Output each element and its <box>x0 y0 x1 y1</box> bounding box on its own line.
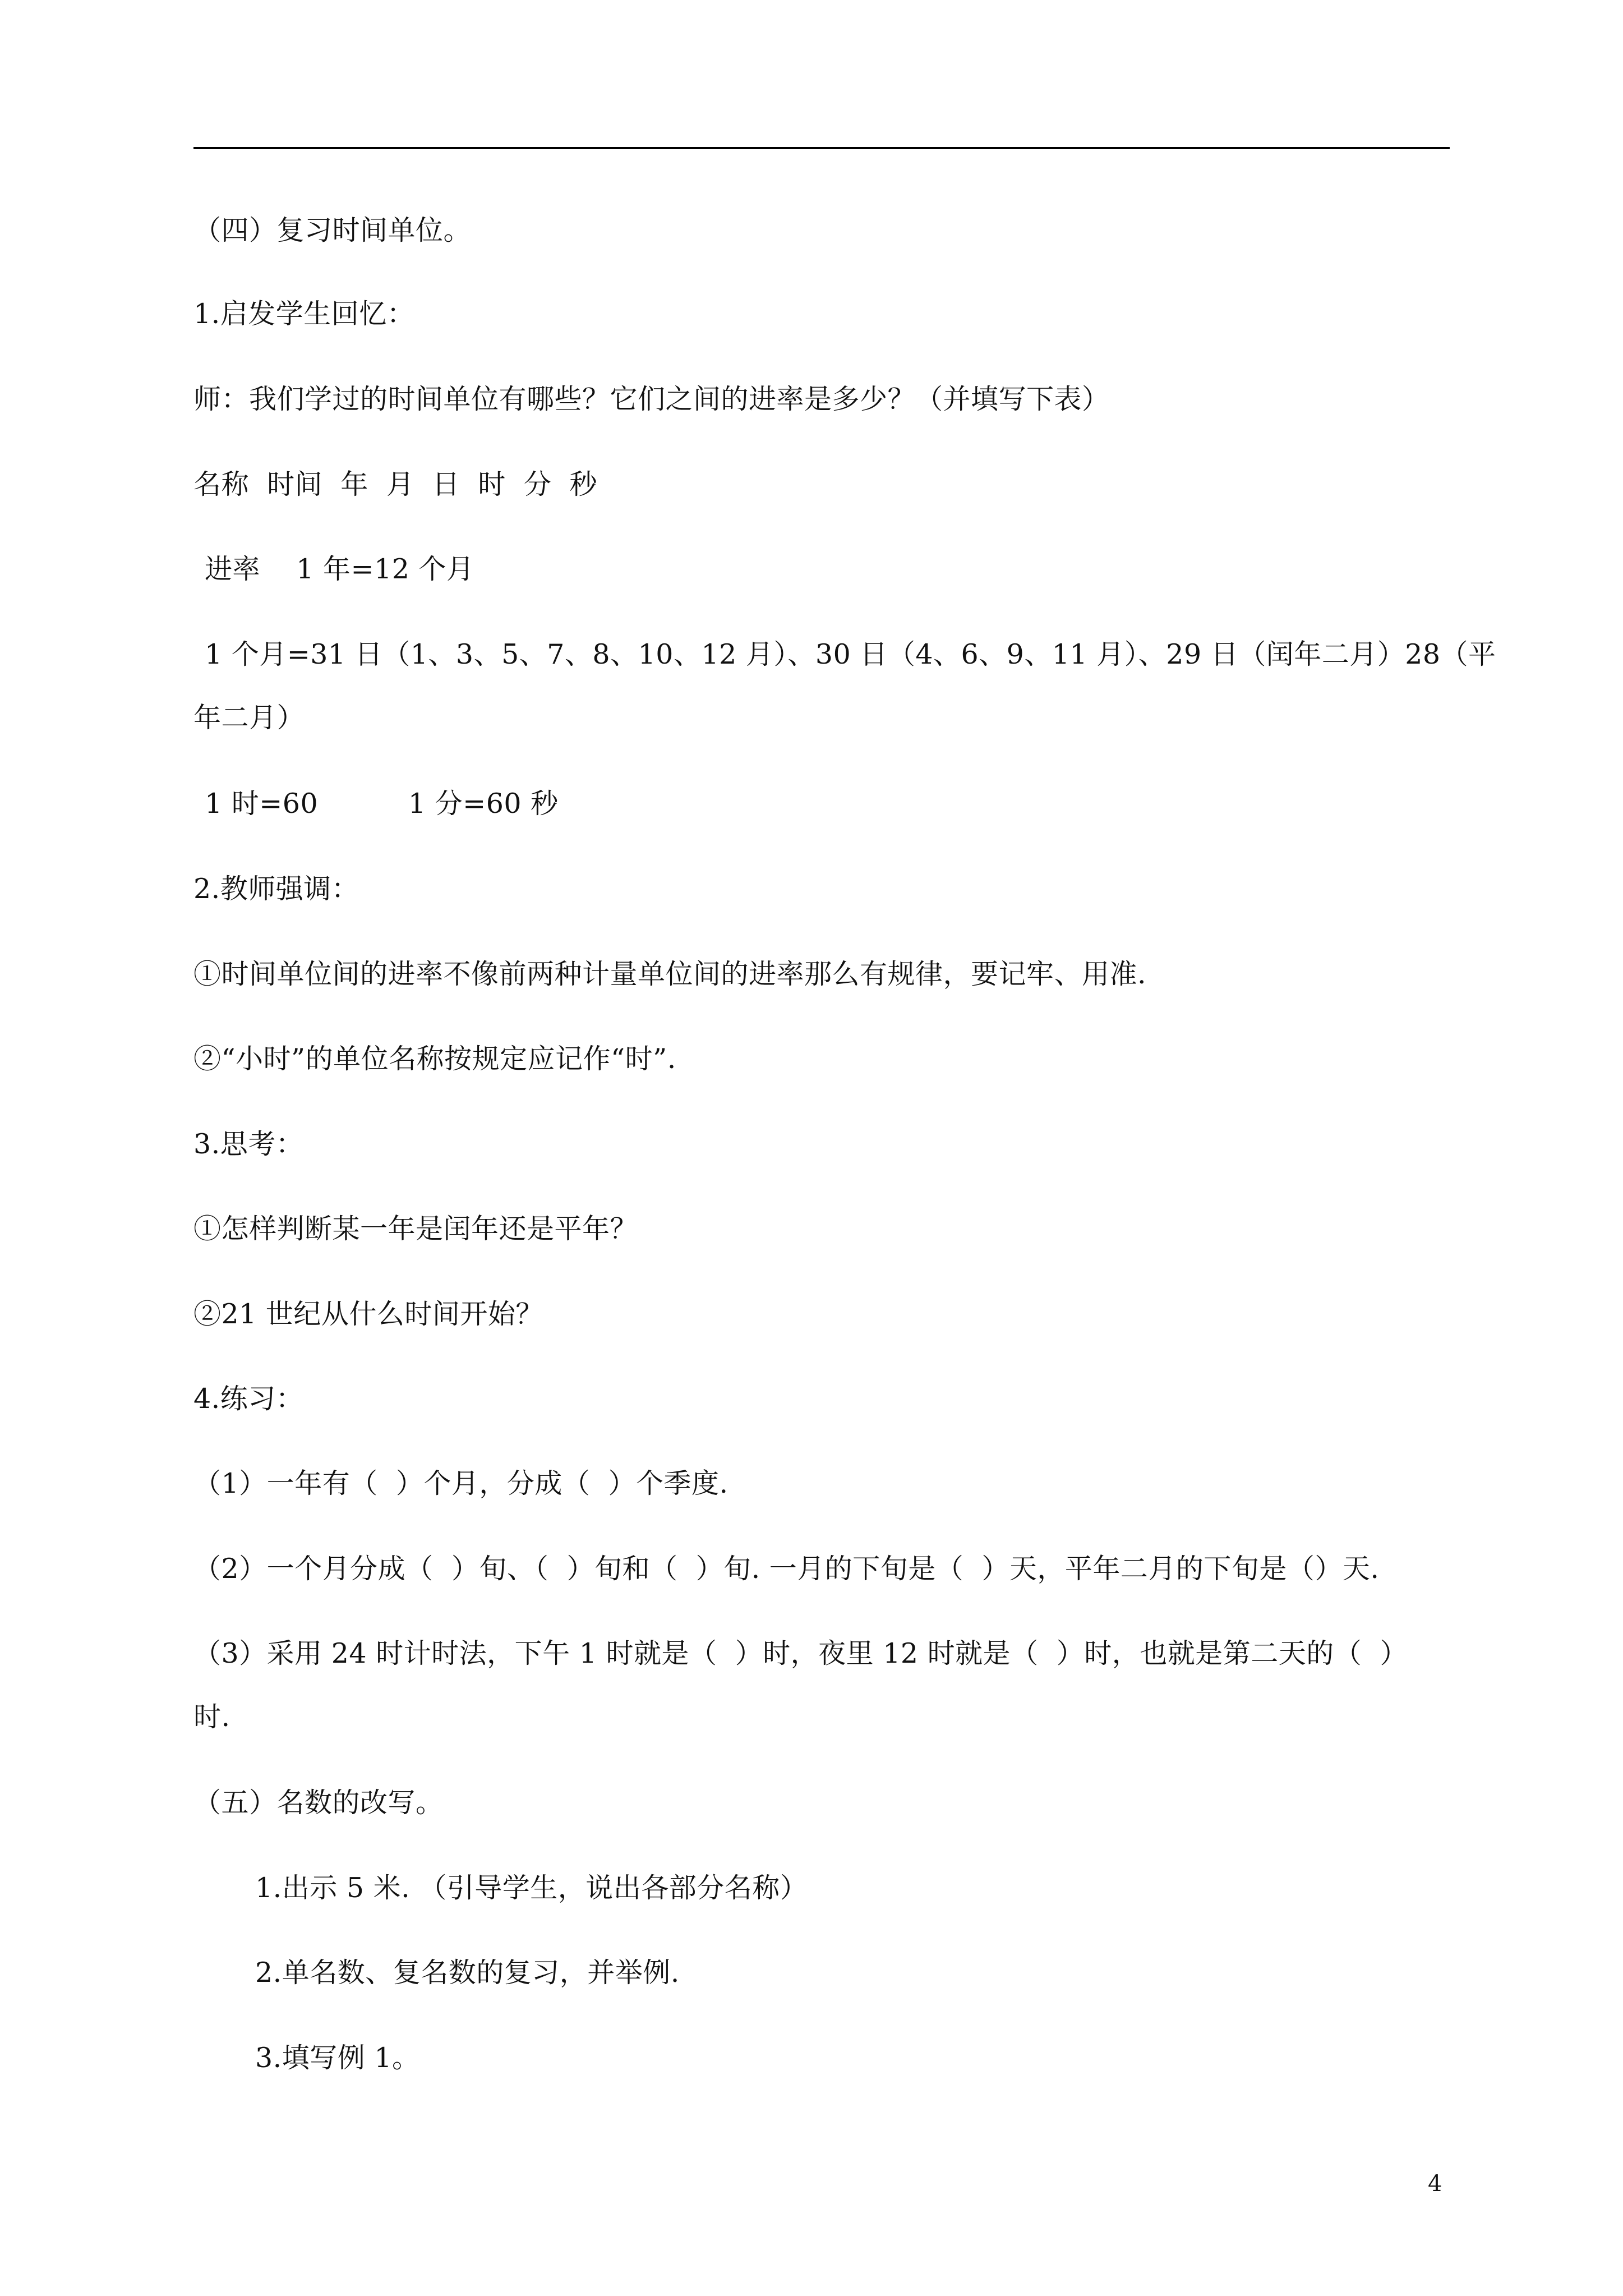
emphasis-item-2: ②“小时”的单位名称按规定应记作“时”. <box>193 1043 676 1075</box>
step-recall: 1.启发学生回忆： <box>193 298 415 330</box>
rate-row-year: 进率 1 年=12 个月 <box>205 553 474 585</box>
page-number: 4 <box>1428 2171 1442 2197</box>
named-number-step-3: 3.填写例 1。 <box>255 2042 420 2074</box>
rate-row-month-cont: 年二月） <box>193 702 305 734</box>
step-practice: 4.练习： <box>193 1383 304 1415</box>
step-think: 3.思考： <box>193 1128 304 1160</box>
practice-item-1: （1）一年有（ ）个月，分成（ ）个季度. <box>193 1467 728 1499</box>
think-item-1: ①怎样判断某一年是闰年还是平年？ <box>193 1213 638 1245</box>
section-heading-time-units: （四）复习时间单位。 <box>193 214 472 246</box>
rate-row-hour-minute: 1 时=60 1 分=60 秒 <box>205 788 559 820</box>
header-rule <box>193 147 1450 149</box>
named-number-step-1: 1.出示 5 米. （引导学生，说出各部分名称） <box>255 1872 808 1904</box>
practice-item-3: （3）采用 24 时计时法，下午 1 时就是（ ）时，夜里 12 时就是（ ）时，也就是第二天的（ ） <box>193 1637 1408 1669</box>
think-item-2: ②21 世纪从什么时间开始？ <box>193 1298 543 1330</box>
section-heading-named-numbers: （五）名数的改写。 <box>193 1787 444 1819</box>
named-number-step-2: 2.单名数、复名数的复习，并举例. <box>255 1957 680 1989</box>
emphasis-item-1: ①时间单位间的进率不像前两种计量单位间的进率那么有规律，要记牢、用准. <box>193 958 1147 990</box>
practice-item-3-cont: 时. <box>193 1701 230 1733</box>
practice-item-2: （2）一个月分成（ ）旬、（ ）旬和（ ）旬. 一月的下旬是（ ）天，平年二月的下旬是（）天. <box>193 1553 1380 1585</box>
step-teacher-emphasis: 2.教师强调： <box>193 873 359 905</box>
table-header-row: 名称 时间 年 月 日 时 分 秒 <box>193 468 598 500</box>
teacher-question: 师：我们学过的时间单位有哪些？它们之间的进率是多少？（并填写下表） <box>193 383 1110 415</box>
rate-row-month: 1 个月=31 日（1、3、5、7、8、10、12 月）、30 日（4、6、9、11 月）、29 日（闰年二月）28（平 <box>205 638 1496 670</box>
